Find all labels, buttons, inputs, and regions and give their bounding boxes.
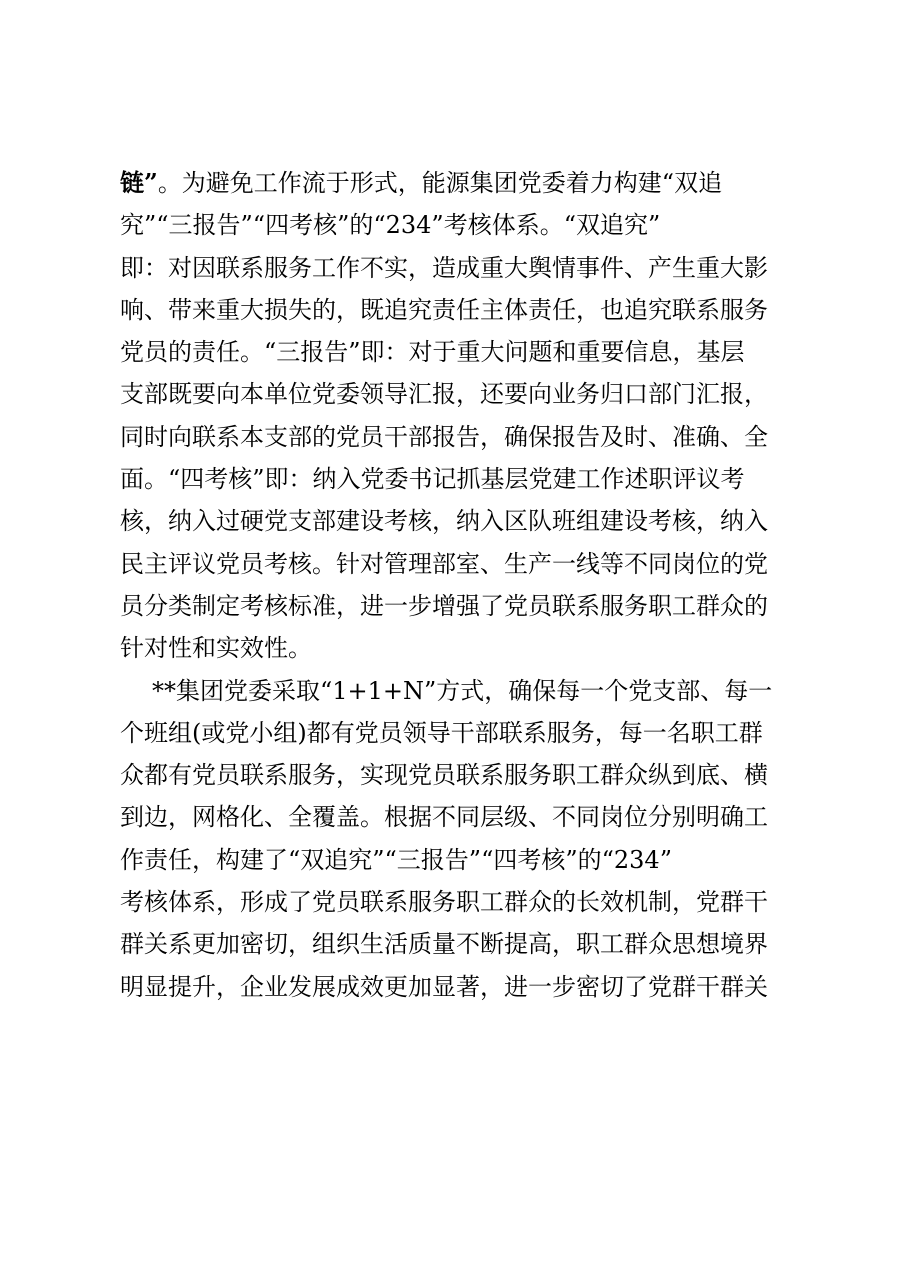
paragraph-1-line-1 [120, 162, 800, 204]
paragraph-1-line: 支部既要向本单位党委领导汇报，还要向业务归口部门汇报， [120, 380, 768, 409]
paragraph-1-line: 针对性和实效性。 [120, 634, 312, 663]
paragraph-1-line: 核，纳入过硬党支部建设考核，纳入区队班组建设考核，纳入 [120, 507, 768, 536]
paragraph-1-line-1-text: 。为避免工作流于形式，能源集团党委着力构建“双追 [157, 169, 723, 197]
document-body [120, 162, 800, 1008]
paragraph-1-line: 党员的责任。“三报告”即：对于重大问题和重要信息，基层 [120, 338, 745, 367]
paragraph-2-line: 众都有党员联系服务，实现党员联系服务职工群众纵到底、横 [120, 761, 768, 790]
paragraph-2-line: 到边，网格化、全覆盖。根据不同层级、不同岗位分别明确工 [120, 803, 768, 832]
paragraph-1-line: 响、带来重大损失的，既追究责任主体责任，也追究联系服务 [120, 295, 768, 324]
bold-lead-text: 链” [120, 168, 158, 197]
paragraph-2-line: 作责任，构建了“双追究”“三报告”“四考核”的“234” [120, 845, 672, 874]
paragraph-1-line: 面。“四考核”即：纳入党委书记抓基层党建工作述职评议考 [120, 465, 745, 494]
paragraph-1-line: 民主评议党员考核。针对管理部室、生产一线等不同岗位的党 [120, 549, 768, 578]
paragraph-2-line-1: **集团党委采取“1+1+N”方式，确保每一个党支部、每一 [152, 676, 773, 705]
paragraph-2-line: 考核体系，形成了党员联系服务职工群众的长效机制，党群干 [120, 888, 768, 917]
paragraph-2-line: 群关系更加密切，组织生活质量不断提高，职工群众思想境界 [120, 930, 768, 959]
paragraph-1-line: 员分类制定考核标准，进一步增强了党员联系服务职工群众的 [120, 591, 768, 620]
paragraph-1-line: 即：对因联系服务工作不实，造成重大舆情事件、产生重大影 [120, 253, 768, 282]
paragraph-1-line: 同时向联系本支部的党员干部报告，确保报告及时、准确、全 [120, 422, 768, 451]
paragraph-2-line: 个班组(或党小组)都有党员领导干部联系服务，每一名职工群 [120, 718, 763, 747]
paragraph-1-line: 究”“三报告”“四考核”的“234”考核体系。“双追究” [120, 211, 661, 240]
paragraph-2-line: 明显提升，企业发展成效更加显著，进一步密切了党群干群关 [120, 972, 768, 1001]
